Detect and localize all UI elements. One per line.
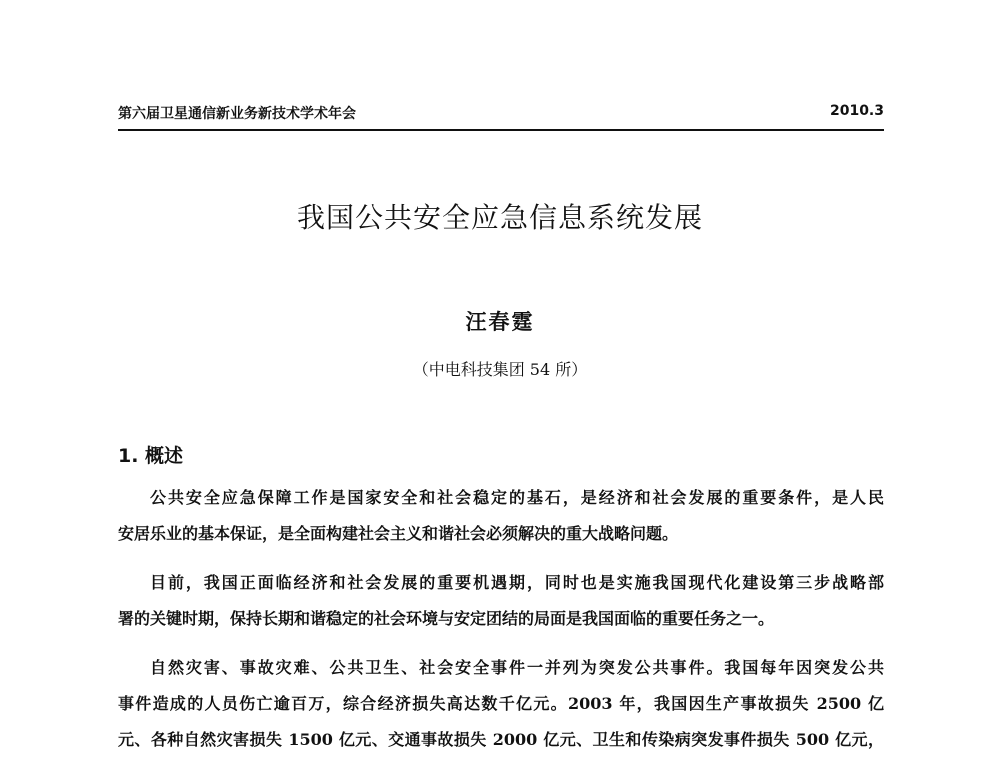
paragraph-line: 安居乐业的基本保证，是全面构建社会主义和谐社会必须解决的重大战略问题。 xyxy=(118,524,679,543)
paragraph-line: 目前，我国正面临经济和社会发展的重要机遇期，同时也是实施我国现代化建设第三步战略部 xyxy=(150,573,884,592)
author-name: 汪春霆 xyxy=(465,309,535,334)
author-affiliation: （中电科技集团 54 所） xyxy=(412,360,588,379)
paragraph-line: 署的关键时期，保持长期和谐稳定的社会环境与安定团结的局面是我国面临的重要任务之一。 xyxy=(118,609,775,628)
paragraph-line: 事件造成的人员伤亡逾百万，综合经济损失高达数千亿元。2003 年，我国因生产事故损失 2500 亿 xyxy=(118,694,884,713)
paragraph-line: 自然灾害、事故灾难、公共卫生、社会安全事件一并列为突发公共事件。我国每年因突发公共 xyxy=(150,658,884,677)
paragraph-line: 元、各种自然灾害损失 1500 亿元、交通事故损失 2000 亿元、卫生和传染病突发事件损失 500 亿元， xyxy=(118,730,884,749)
conference-name: 第六届卫星通信新业务新技术学术年会 xyxy=(118,106,356,122)
paper-title: 我国公共安全应急信息系统发展 xyxy=(296,201,703,234)
section-heading: 1. 概述 xyxy=(118,445,184,467)
header-divider xyxy=(118,129,884,131)
paragraph-line: 公共安全应急保障工作是国家安全和社会稳定的基石，是经济和社会发展的重要条件，是人民 xyxy=(150,488,884,507)
header-date: 2010.3 xyxy=(829,103,884,119)
running-header xyxy=(118,103,884,127)
